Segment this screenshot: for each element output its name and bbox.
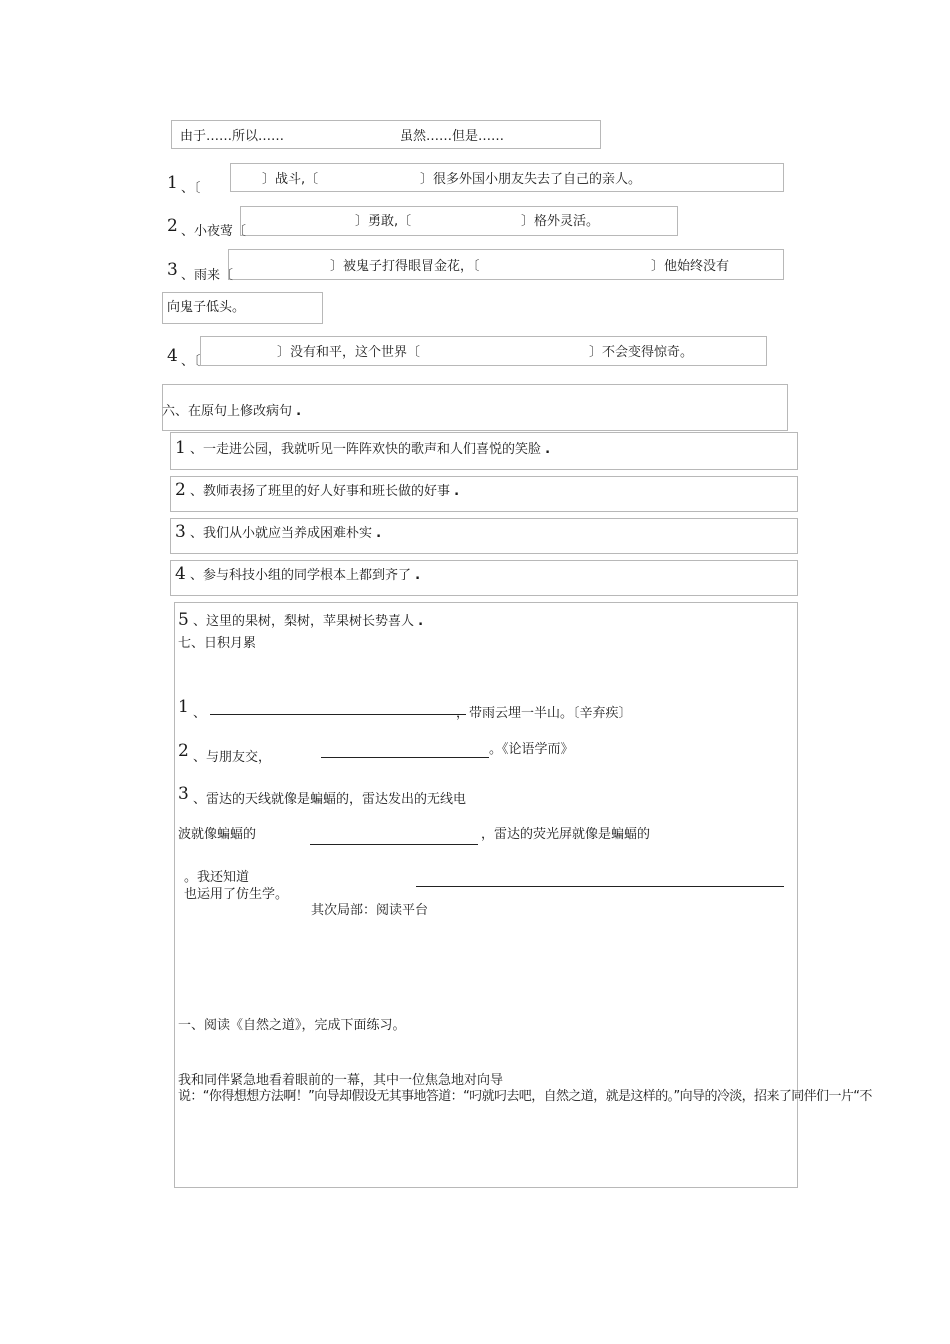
section7-q3-blank-1[interactable] [310,844,478,845]
connective-b: 虽然……但是…… [400,129,505,144]
section7-q1-number: 1 [178,697,189,717]
fill-item-3-number: 3 [167,260,178,280]
fill-item-2-part3: 〕格外灵活。 [521,214,600,229]
section7-q3-line2a: 波就像蝙蝠的 [178,827,257,842]
fill-item-4-part2: 〕没有和平，这个世界〔 [277,345,421,360]
fill-item-1-part3: 〕很多外国小朋友失去了自己的亲人。 [420,172,642,187]
section7-q3-line2b: ，雷达的荧光屏就像是蝙蝠的 [481,827,651,842]
section7-q3-line4: 也运用了仿生学。 [184,887,289,902]
section7-q2-suffix: 。《论语学而》 [489,742,574,757]
section6-item-1: 1 、一走进公园，我就听见一阵阵欢快的歌声和人们喜悦的笑脸 . [175,438,551,458]
fill-item-3-part4: 向鬼子低头。 [167,300,246,315]
section7-q1-blank[interactable] [210,714,466,715]
section6-item-2: 2 、教师表扬了班里的好人好事和班长做的好事 . [175,480,460,500]
section7-q3-line1: 、雷达的天线就像是蝙蝠的，雷达发出的无线电 [193,792,467,807]
reading-paragraph-2: 说：“你得想想方法啊！”向导却假设无其事地答道：“叼就叼去吧，自然之道，就是这样的。”向导的冷淡，招来了同伴们一片“不 [178,1089,872,1104]
section7-q2-number: 2 [178,741,189,761]
section7-q2-blank[interactable] [321,757,489,758]
fill-item-1-number: 1 [167,173,178,193]
part2-title: 其次局部：阅读平台 [311,903,429,918]
fill-item-2-part1: 、小夜莺〔 [181,224,247,239]
section7-q3-line3: 。我还知道 [184,870,250,885]
reading-title: 一、阅读《自然之道》，完成下面练习。 [178,1018,406,1033]
fill-item-3-part2: 〕被鬼子打得眼冒金花，〔 [330,259,480,274]
fill-item-1-part2: 〕战斗,〔 [262,172,319,187]
fill-item-4-number: 4 [167,346,178,366]
section7-title: 七、日积月累 [178,636,257,651]
section6-item-3: 3 、我们从小就应当养成困难朴实 . [175,522,382,542]
fill-item-3-part3: 〕他始终没有 [651,259,730,274]
section6-item-4: 4 、参与科技小组的同学根本上都到齐了 . [175,564,421,584]
fill-item-1-part1: 、〔 [181,181,201,196]
fill-item-3-part1: 、雨来〔 [181,268,234,283]
fill-item-4-part1: 、〔 [181,354,201,369]
section7-q1-suffix: ，带雨云埋一半山。〔辛弃疾〕 [456,706,632,721]
connective-a: 由于……所以…… [180,129,285,144]
fill-item-4-part3: 〕不会变得惊奇。 [589,345,694,360]
reading-paragraph-1: 我和同伴紧急地看着眼前的一幕，其中一位焦急地对向导 [178,1073,504,1088]
section7-q3-blank-2[interactable] [416,886,784,887]
section6-item-5: 5 、这里的果树，梨树，苹果树长势喜人 . [178,610,424,630]
fill-item-2-part2: 〕勇敢,〔 [355,214,412,229]
section7-q1-prefix: 、 [193,706,207,721]
section6-title: 六、在原句上修改病句 . [162,404,302,419]
section7-q3-number: 3 [178,784,189,804]
fill-item-2-box [240,206,678,236]
fill-item-2-number: 2 [167,216,178,236]
section7-q2-prefix: 、与朋友交， [193,750,272,765]
